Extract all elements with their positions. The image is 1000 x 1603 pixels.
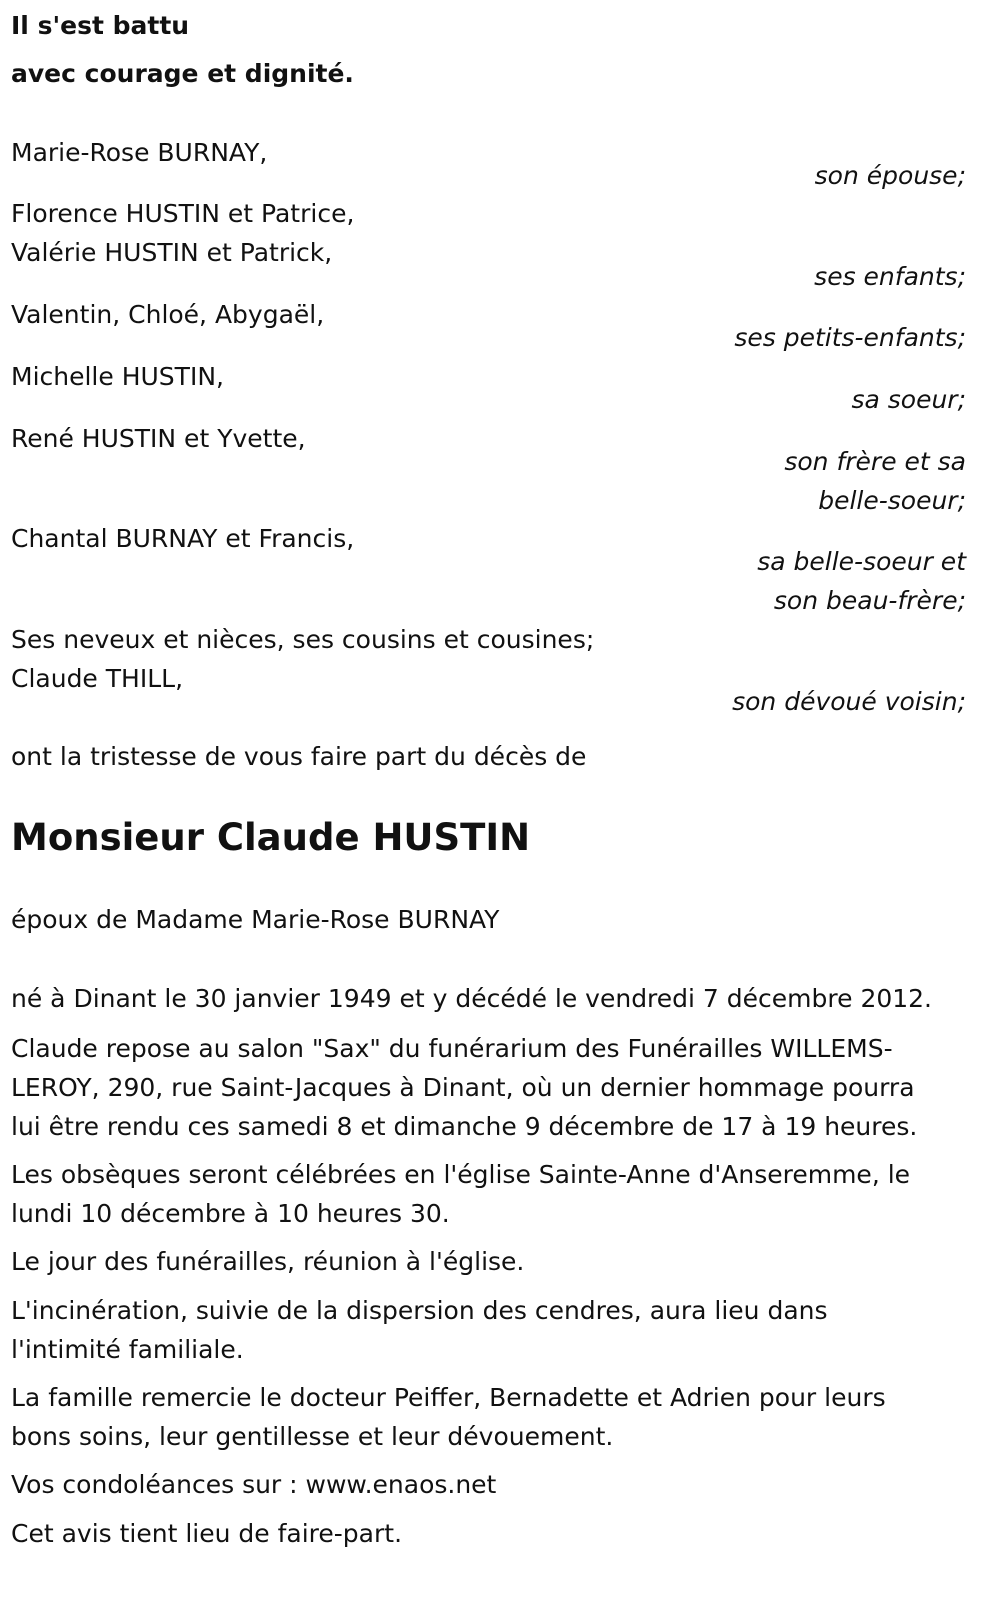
family-relation: son épouse; (814, 161, 966, 190)
paragraph-line: L'incinération, suivie de la dispersion des cendres, aura lieu dans (11, 1296, 828, 1325)
family-name: Ses neveux et nièces, ses cousins et cousines; (11, 625, 595, 654)
family-relation: son beau-frère; (773, 586, 966, 615)
family-relation: sa belle-soeur et (757, 547, 966, 576)
condolences-line: Vos condoléances sur : www.enaos.net (11, 1470, 497, 1499)
family-relation: ses petits-enfants; (734, 323, 966, 352)
paragraph-line: l'intimité familiale. (11, 1335, 244, 1364)
family-name: Valérie HUSTIN et Patrick, (11, 238, 333, 267)
family-relation: son dévoué voisin; (732, 687, 966, 716)
family-name: René HUSTIN et Yvette, (11, 424, 306, 453)
family-relation: son frère et sa (784, 447, 966, 476)
paragraph-line: lundi 10 décembre à 10 heures 30. (11, 1199, 450, 1228)
paragraph-line: bons soins, leur gentillesse et leur dévouement. (11, 1422, 614, 1451)
paragraph-line: Le jour des funérailles, réunion à l'église. (11, 1247, 525, 1276)
paragraph-line: LEROY, 290, rue Saint-Jacques à Dinant, où un dernier hommage pourra (11, 1073, 915, 1102)
paragraph-line: Claude repose au salon "Sax" du funérarium des Funérailles WILLEMS- (11, 1034, 893, 1063)
family-relation: sa soeur; (851, 385, 966, 414)
family-relation: ses enfants; (814, 262, 966, 291)
family-name: Michelle HUSTIN, (11, 362, 224, 391)
closing-line: Cet avis tient lieu de faire-part. (11, 1519, 403, 1548)
announcement-text: ont la tristesse de vous faire part du décès de (11, 742, 587, 771)
family-name: Valentin, Chloé, Abygaël, (11, 300, 325, 329)
paragraph-line: lui être rendu ces samedi 8 et dimanche 9 décembre de 17 à 19 heures. (11, 1112, 918, 1141)
paragraph-line: né à Dinant le 30 janvier 1949 et y décédé le vendredi 7 décembre 2012. (11, 984, 933, 1013)
intro-line-2: avec courage et dignité. (11, 59, 354, 88)
intro-line-1: Il s'est battu (11, 11, 190, 40)
paragraph-line: La famille remercie le docteur Peiffer, Bernadette et Adrien pour leurs (11, 1383, 886, 1412)
family-relation: belle-soeur; (818, 486, 966, 515)
spouse-line: époux de Madame Marie-Rose BURNAY (11, 905, 500, 934)
family-name: Claude THILL, (11, 664, 184, 693)
family-name: Marie-Rose BURNAY, (11, 138, 268, 167)
paragraph-line: Les obsèques seront célébrées en l'église Sainte-Anne d'Anseremme, le (11, 1160, 911, 1189)
family-name: Chantal BURNAY et Francis, (11, 524, 355, 553)
deceased-name: Monsieur Claude HUSTIN (11, 816, 531, 859)
family-name: Florence HUSTIN et Patrice, (11, 199, 355, 228)
